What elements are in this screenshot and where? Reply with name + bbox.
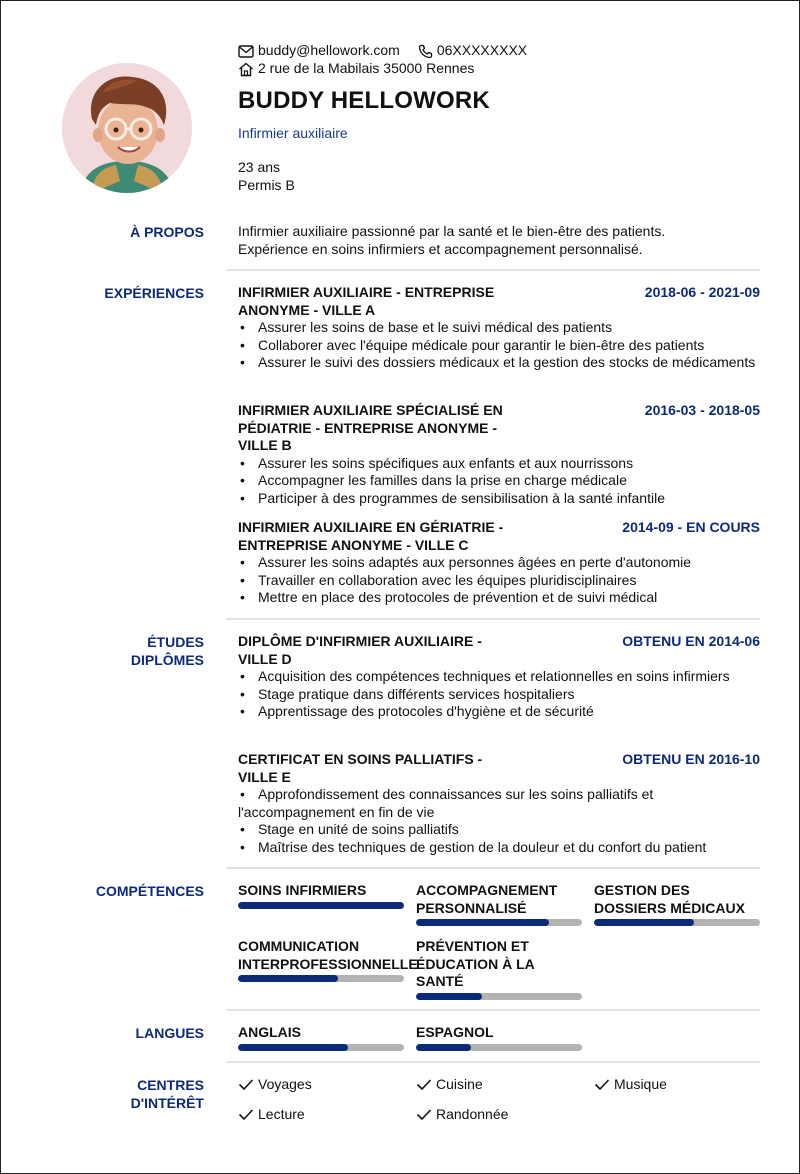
home-icon bbox=[238, 62, 254, 77]
skill-item bbox=[238, 882, 404, 909]
contact-info bbox=[238, 42, 758, 78]
experience-entry bbox=[238, 402, 760, 507]
experience-title: INFIRMIER AUXILIAIRE - ENTREPRISE ANONYME - VILLE A bbox=[238, 284, 495, 318]
section-label-languages: LANGUES bbox=[135, 1025, 204, 1041]
license-text: Permis B bbox=[238, 177, 295, 193]
skill-level-fill bbox=[238, 902, 404, 909]
interest-item bbox=[238, 1076, 312, 1094]
experience-title: INFIRMIER AUXILIAIRE EN GÉRIATRIE - ENTREPRISE ANONYME - VILLE C bbox=[238, 519, 504, 553]
checkmark-icon bbox=[238, 1078, 254, 1091]
experience-bullet: • Mettre en place des protocoles de prévention et de suivi médical bbox=[238, 589, 760, 607]
experience-bullet: • Assurer les soins adaptés aux personnes âgées en perte d'autonomie bbox=[238, 554, 760, 572]
education-date: OBTENU EN 2016-10 bbox=[622, 751, 760, 767]
about-line: Expérience en soins infirmiers et accompagnement personnalisé. bbox=[238, 240, 643, 257]
skill-name: COMMUNICATION INTERPROFESSIONNELLE bbox=[238, 938, 418, 972]
age-text: 23 ans bbox=[238, 159, 281, 175]
section-divider bbox=[226, 1009, 760, 1011]
language-level-bar bbox=[238, 1044, 404, 1051]
experience-bullet: • Assurer le suivi des dossiers médicaux et la gestion des stocks de médicaments bbox=[238, 354, 760, 372]
education-bullet: • Stage pratique dans différents services hospitaliers bbox=[238, 686, 760, 704]
skill-level-bar bbox=[238, 902, 404, 909]
interest-label: Cuisine bbox=[436, 1076, 483, 1092]
experience-date: 2014-09 - EN COURS bbox=[622, 519, 760, 535]
interest-item bbox=[238, 1106, 305, 1124]
avatar bbox=[62, 63, 192, 193]
experience-bullet: • Participer à des programmes de sensibilisation à la santé infantile bbox=[238, 490, 760, 508]
full-name: BUDDY HELLOWORK bbox=[238, 87, 490, 114]
experience-date: 2016-03 - 2018-05 bbox=[644, 402, 760, 418]
education-entry bbox=[238, 751, 760, 856]
section-label-line: DIPLÔMES bbox=[130, 652, 204, 668]
interest-label: Voyages bbox=[258, 1076, 312, 1092]
interest-item bbox=[594, 1076, 667, 1094]
section-divider bbox=[226, 269, 760, 271]
interest-item bbox=[416, 1106, 508, 1124]
experience-bullet: • Collaborer avec l'équipe médicale pour garantir le bien-être des patients bbox=[238, 337, 760, 355]
skill-level-bar bbox=[416, 919, 582, 926]
education-bullet: • Stage en unité de soins palliatifs bbox=[238, 821, 760, 839]
skill-level-fill bbox=[416, 919, 549, 926]
education-bullet: • Acquisition des compétences techniques et relationnelles en soins infirmiers bbox=[238, 668, 760, 686]
skill-item bbox=[594, 882, 760, 926]
section-label-experience: EXPÉRIENCES bbox=[104, 285, 204, 301]
skill-name: ACCOMPAGNEMENT PERSONNALISÉ bbox=[416, 882, 558, 916]
checkmark-icon bbox=[594, 1078, 610, 1091]
email-text: buddy@hellowork.com bbox=[258, 42, 400, 59]
checkmark-icon bbox=[416, 1108, 432, 1121]
interest-label: Randonnée bbox=[436, 1106, 509, 1122]
language-name: ANGLAIS bbox=[238, 1024, 301, 1040]
interest-label: Lecture bbox=[258, 1106, 305, 1122]
checkmark-icon bbox=[238, 1108, 254, 1121]
language-level-bar bbox=[416, 1044, 582, 1051]
education-date: OBTENU EN 2014-06 bbox=[622, 633, 760, 649]
section-label-line: CENTRES bbox=[137, 1077, 204, 1093]
section-label-interests bbox=[131, 1076, 204, 1112]
about-line: Infirmier auxiliaire passionné par la santé et le bien-être des patients. bbox=[238, 223, 666, 239]
education-title: CERTIFICAT EN SOINS PALLIATIFS - VILLE E bbox=[238, 751, 483, 785]
skill-name: PRÉVENTION ET ÉDUCATION À LA SANTÉ bbox=[416, 938, 535, 989]
section-label-line: D'INTÉRÊT bbox=[130, 1095, 204, 1111]
skill-level-bar bbox=[238, 975, 404, 982]
experience-bullet: • Travailler en collaboration avec les équipes pluridisciplinaires bbox=[238, 572, 760, 590]
phone-icon bbox=[418, 44, 433, 59]
envelope-icon bbox=[238, 45, 254, 58]
skill-name: SOINS INFIRMIERS bbox=[238, 882, 367, 898]
education-entry bbox=[238, 633, 760, 721]
experience-bullet: • Assurer les soins de base et le suivi médical des patients bbox=[238, 319, 760, 337]
experience-bullet: • Accompagner les familles dans la prise en charge médicale bbox=[238, 472, 760, 490]
skill-level-fill bbox=[416, 993, 482, 1000]
skill-item bbox=[416, 882, 582, 926]
experience-title: INFIRMIER AUXILIAIRE SPÉCIALISÉ EN PÉDIATRIE - ENTREPRISE ANONYME - VILLE B bbox=[238, 402, 503, 453]
education-title: DIPLÔME D'INFIRMIER AUXILIAIRE - VILLE D bbox=[238, 633, 482, 667]
interest-item bbox=[416, 1076, 483, 1094]
section-divider bbox=[226, 867, 760, 869]
job-title: Infirmier auxiliaire bbox=[238, 125, 348, 141]
checkmark-icon bbox=[416, 1078, 432, 1091]
skill-level-fill bbox=[594, 919, 694, 926]
section-divider bbox=[226, 1061, 760, 1063]
skill-level-bar bbox=[594, 919, 760, 926]
skill-level-fill bbox=[238, 975, 338, 982]
experience-entry bbox=[238, 284, 760, 372]
language-item bbox=[416, 1024, 582, 1051]
phone-text: 06XXXXXXXX bbox=[436, 42, 528, 59]
language-level-fill bbox=[416, 1044, 471, 1051]
education-bullet: • Apprentissage des protocoles d'hygiène et de sécurité bbox=[238, 703, 760, 721]
interest-label: Musique bbox=[614, 1076, 667, 1092]
about-text bbox=[238, 223, 760, 258]
education-bullet: • Approfondissement des connaissances sur les soins palliatifs et l'accompagnement en fin de vie bbox=[238, 786, 760, 821]
skill-name: GESTION DES DOSSIERS MÉDICAUX bbox=[594, 882, 745, 916]
section-label-skills: COMPÉTENCES bbox=[95, 883, 204, 899]
skill-level-bar bbox=[416, 993, 582, 1000]
experience-date: 2018-06 - 2021-09 bbox=[644, 284, 760, 300]
address-text: 2 rue de la Mabilais 35000 Rennes bbox=[258, 60, 475, 77]
section-label-line: ÉTUDES bbox=[147, 634, 204, 650]
language-level-fill bbox=[238, 1044, 348, 1051]
section-label-about: À PROPOS bbox=[130, 224, 204, 240]
section-label-education bbox=[131, 633, 204, 669]
skill-item bbox=[416, 938, 566, 1000]
skill-item bbox=[238, 938, 416, 982]
language-name: ESPAGNOL bbox=[416, 1024, 494, 1040]
language-item bbox=[238, 1024, 404, 1051]
section-divider bbox=[226, 618, 760, 620]
experience-bullet: • Assurer les soins spécifiques aux enfants et aux nourrissons bbox=[238, 455, 760, 473]
experience-entry bbox=[238, 519, 760, 607]
education-bullet: • Maîtrise des techniques de gestion de la douleur et du confort du patient bbox=[238, 839, 760, 857]
